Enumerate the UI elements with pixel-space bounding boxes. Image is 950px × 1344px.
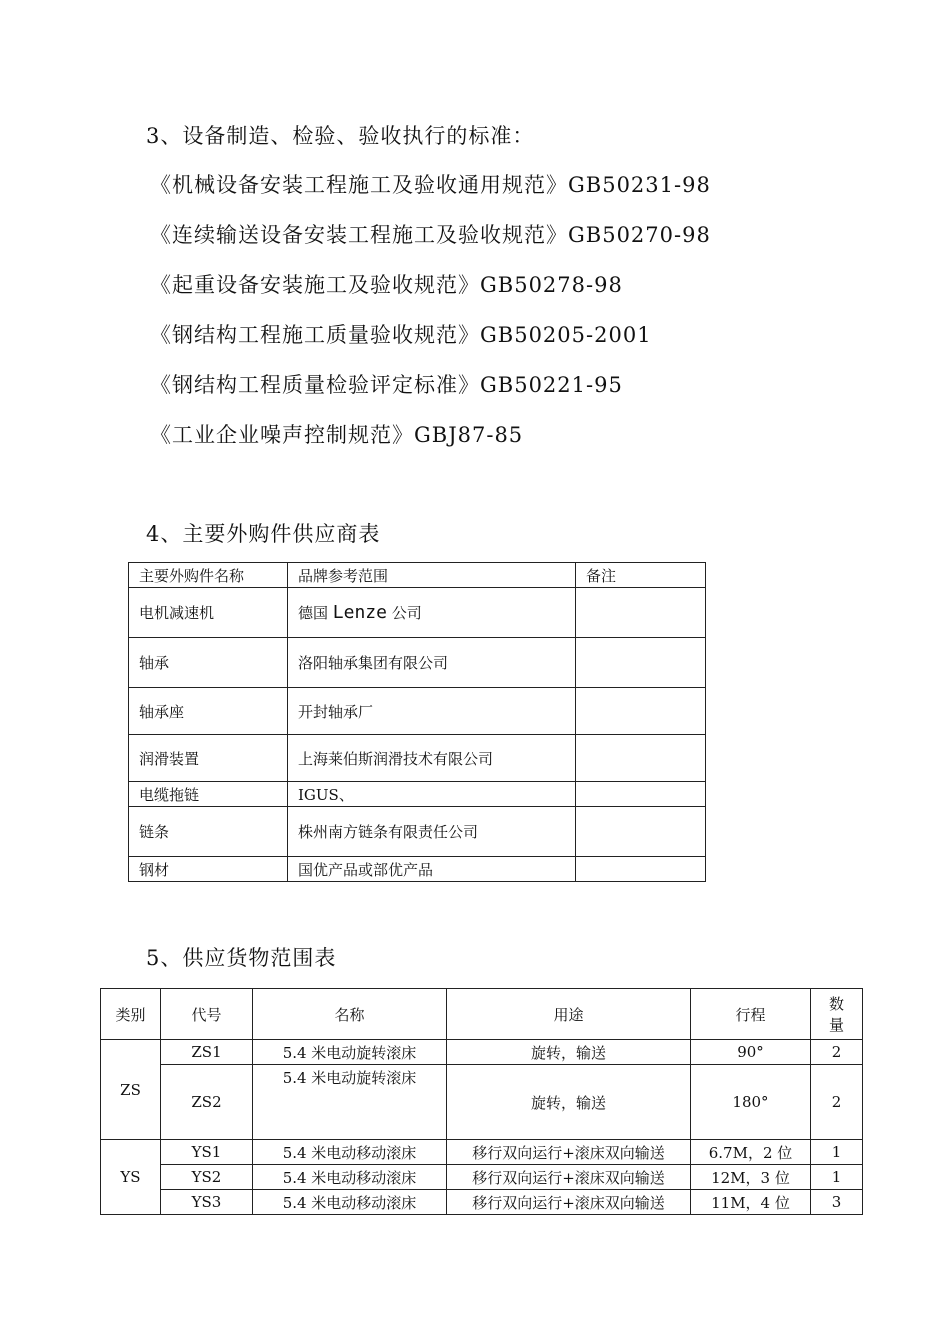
table-row (129, 857, 706, 882)
brand-cell: 上海莱伯斯润滑技术有限公司 (288, 735, 576, 782)
name-cell: 5.4 米电动移动滚床 (253, 1140, 447, 1165)
header-cell: 品牌参考范围 (288, 563, 576, 588)
qty-cell: 3 (811, 1190, 863, 1215)
use-cell: 移行双向运行+滚床双向输送 (447, 1165, 691, 1190)
qty-cell: 1 (811, 1165, 863, 1190)
header-name: 名称 (253, 989, 447, 1040)
table-row (129, 782, 706, 807)
name-cell: 5.4 米电动移动滚床 (253, 1165, 447, 1190)
name-text: 5.4 米电动旋转滚床 (282, 1069, 417, 1087)
category-cell: YS (101, 1140, 161, 1215)
qty-cell: 2 (811, 1065, 863, 1140)
table-row (129, 638, 706, 688)
part-name: 电缆拖链 (129, 782, 288, 807)
code-cell: YS2 (161, 1165, 253, 1190)
goods-table (100, 988, 863, 1215)
table-row (101, 1165, 863, 1190)
part-name: 链条 (129, 807, 288, 857)
use-cell: 旋转，输送 (447, 1065, 691, 1140)
stroke-cell: 11M，4 位 (691, 1190, 811, 1215)
use-cell: 旋转，输送 (447, 1040, 691, 1065)
name-cell: 5.4 米电动旋转滚床 (253, 1040, 447, 1065)
use-cell: 移行双向运行+滚床双向输送 (447, 1140, 691, 1165)
category-cell: ZS (101, 1040, 161, 1140)
part-name: 轴承座 (129, 688, 288, 735)
use-cell: 移行双向运行+滚床双向输送 (447, 1190, 691, 1215)
note-cell (576, 638, 706, 688)
stroke-cell: 12M，3 位 (691, 1165, 811, 1190)
table-header-row (101, 989, 863, 1040)
table-row (129, 807, 706, 857)
code-cell: YS3 (161, 1190, 253, 1215)
table-row (129, 588, 706, 638)
standard-item: 《起重设备安装施工及验收规范》GB50278-98 (150, 273, 623, 297)
brand-prefix: 德国 (298, 604, 329, 622)
table-row (129, 688, 706, 735)
note-cell (576, 735, 706, 782)
standard-item: 《机械设备安装工程施工及验收通用规范》GB50231-98 (150, 173, 711, 197)
part-name: 轴承 (129, 638, 288, 688)
header-cell: 主要外购件名称 (129, 563, 288, 588)
note-cell (576, 688, 706, 735)
header-use: 用途 (447, 989, 691, 1040)
qty-cell: 2 (811, 1040, 863, 1065)
header-stroke: 行程 (691, 989, 811, 1040)
stroke-cell: 6.7M，2 位 (691, 1140, 811, 1165)
brand-cell: 洛阳轴承集团有限公司 (288, 638, 576, 688)
table-row (101, 1190, 863, 1215)
standard-item: 《钢结构工程施工质量验收规范》GB50205-2001 (150, 323, 652, 347)
brand-cell: 国优产品或部优产品 (288, 857, 576, 882)
stroke-cell: 180° (691, 1065, 811, 1140)
header-qty (811, 989, 863, 1040)
code-cell: ZS2 (161, 1065, 253, 1140)
header-qty-line1: 数 (828, 995, 844, 1013)
header-qty-line2: 量 (828, 1016, 844, 1034)
brand-cell: 开封轴承厂 (288, 688, 576, 735)
section3-heading: 3、设备制造、检验、验收执行的标准： (146, 124, 535, 148)
part-name: 钢材 (129, 857, 288, 882)
note-cell (576, 782, 706, 807)
table-row (101, 1140, 863, 1165)
name-cell (253, 1065, 447, 1140)
brand-latin: Lenze (332, 602, 387, 623)
name-cell: 5.4 米电动移动滚床 (253, 1190, 447, 1215)
code-cell: YS1 (161, 1140, 253, 1165)
brand-cell (288, 588, 576, 638)
brand-suffix: 公司 (391, 604, 422, 622)
part-name: 润滑装置 (129, 735, 288, 782)
table-row (101, 1065, 863, 1140)
header-code: 代号 (161, 989, 253, 1040)
note-cell (576, 588, 706, 638)
stroke-cell: 90° (691, 1040, 811, 1065)
table-header-row (129, 563, 706, 588)
header-category: 类别 (101, 989, 161, 1040)
standard-item: 《连续输送设备安装工程施工及验收规范》GB50270-98 (150, 223, 711, 247)
standards-list (150, 170, 711, 470)
code-cell: ZS1 (161, 1040, 253, 1065)
qty-cell: 1 (811, 1140, 863, 1165)
section4-heading: 4、主要外购件供应商表 (146, 522, 381, 546)
section5-heading: 5、供应货物范围表 (146, 946, 337, 970)
note-cell (576, 857, 706, 882)
standard-item: 《钢结构工程质量检验评定标准》GB50221-95 (150, 373, 623, 397)
brand-cell: 株州南方链条有限责任公司 (288, 807, 576, 857)
supplier-table (128, 562, 706, 882)
table-row (101, 1040, 863, 1065)
standard-item: 《工业企业噪声控制规范》GBJ87-85 (150, 423, 524, 447)
table-row (129, 735, 706, 782)
brand-cell: IGUS、 (288, 782, 576, 807)
note-cell (576, 807, 706, 857)
header-cell: 备注 (576, 563, 706, 588)
part-name: 电机减速机 (129, 588, 288, 638)
